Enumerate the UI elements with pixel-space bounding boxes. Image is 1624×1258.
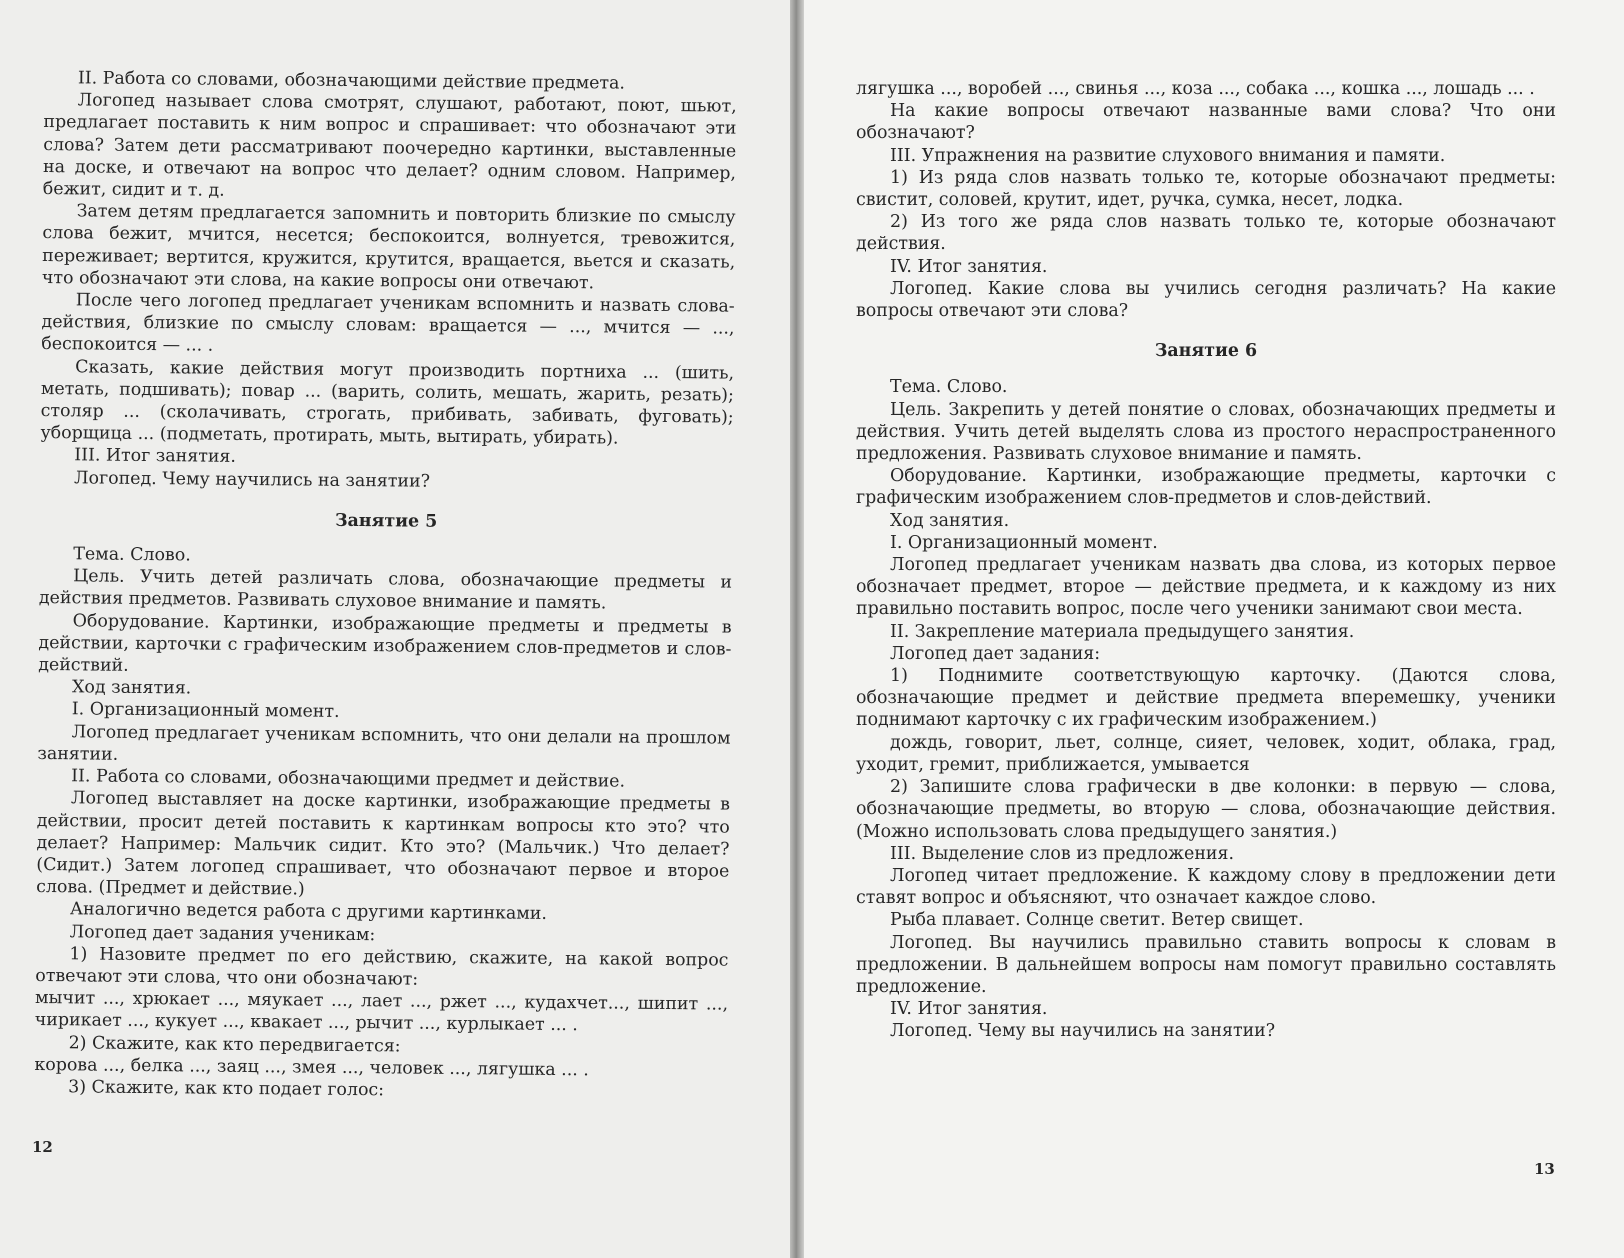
paragraph: Тема. Слово. [890,377,1008,398]
paragraph: Тема. Слово. [73,544,191,566]
paragraph: 2) Из того же ряда слов назвать только те, которые обозначают действия. [856,212,1556,255]
paragraph: Ход занятия. [890,510,1010,531]
page-number: 13 [1534,1160,1555,1178]
paragraph: II. Закрепление материала предыдущего занятия. [890,621,1355,642]
paragraph: лягушка ..., воробей ..., свинья ..., коза ..., собака ..., кошка ..., лошадь ... . [856,79,1535,99]
book-gutter [790,0,804,1258]
section-heading: Занятие 6 [1154,341,1258,362]
paragraph: Логопед читает предложение. К каждому слову в предложении дети ставят вопрос и объясняют, что означает каждое слово. [856,865,1556,909]
paragraph: Логопед дает задания: [890,643,1101,664]
paragraph: I. Организационный момент. [890,532,1158,553]
right-page [804,0,1624,1258]
left-page [0,0,790,1258]
paragraph: III. Итог занятия. [74,445,237,468]
paragraph: Логопед выставляет на доске картинки, изображающие предметы в действии, просит детей поставить к картинкам вопросы кто это? что делает? Например: Мальчик сидит. Кто это? (Мальчик.) Что делает? (Сидит.) Затем логопед спрашивает, что обозначают первое и второе слова. (Предмет и действие.) [36,788,731,900]
paragraph: 1) Назовите предмет по его действию, скажите, на какой вопрос отвечают эти слова, что они обозначают: [35,944,729,990]
paragraph: Логопед. Какие слова вы учились сегодня различать? На какие вопросы отвечают эти слова? [856,278,1556,322]
paragraph: 2) Запишите слова графически в две колонки: в первую — слова, обозначающие предметы, во вторую — слова, обозначающие действия. (Можно использовать слова предыдущего занятия.) [856,777,1556,842]
paragraph: мычит ..., хрюкает ..., мяукает ..., лает ..., ржет ..., кудахчет..., шипит ..., чирикает ..., кукует ..., квакает ..., рычит ..., курлыкает ... . [34,988,729,1036]
paragraph: 2) Скажите, как кто передвигается: [68,1032,401,1056]
right-text-column [856,78,1556,1043]
paragraph: Ход занятия. [71,677,192,699]
paragraph: 1) Из ряда слов назвать только те, которые обозначают предметы: свистит, соловей, крутит, идет, ручка, сумка, несет, лодка. [856,167,1556,211]
paragraph: Логопед предлагает ученикам назвать два слова, из которых первое обозначает предмет, второе — действие предмета, и к каждому из них правильно поставить вопрос, после чего ученики занимают свои места. [856,555,1556,620]
paragraph: корова ..., белка ..., заяц ..., змея ..., человек ..., лягушка ... . [34,1054,589,1081]
paragraph: Цель. Закрепить у детей понятие о словах, обозначающих предметы и действия. Учить детей выделять слова из простого нераспространенного предложения. Развивать слуховое внимание и память. [856,399,1556,465]
paragraph: Аналогично ведется работа с другими картинками. [69,899,548,925]
paragraph: Логопед называет слова смотрят, слушают, работают, поют, шьют, предлагает поставить к ним вопрос и спрашивает: что обозначают эти слова? Затем дети рассматривают поочередно картинки, выставленные на доске, и отвечают на вопрос что делает? одним словом. Например, бежит, сидит и т. д. [42,90,737,201]
paragraph: Оборудование. Картинки, изображающие предметы, карточки с графическим изображением слов-предметов и слов-действий. [856,466,1556,509]
paragraph: Затем детям предлагается запомнить и повторить близкие по смыслу слова бежит, мчится, несется; беспокоится, волнуется, тревожится, переживает; вертится, кружится, крутится, вращается, вьется и сказать, что обозначают эти слова, на какие вопросы они отвечают. [41,201,736,294]
paragraph: дождь, говорит, льет, солнце, сияет, человек, ходит, облака, град, уходит, гремит, приближается, умывается [856,732,1556,775]
paragraph: Логопед. Чему научились на занятии? [73,467,431,492]
left-text-column [34,67,737,1105]
paragraph: III. Упражнения на развитие слухового внимания и памяти. [890,145,1446,166]
paragraph: Логопед. Чему вы научились на занятии? [890,1021,1276,1042]
section-heading: Занятие 5 [334,510,438,532]
paragraph: Цель. Учить детей различать слова, обозначающие предметы и действия предметов. Развивать слуховое внимание и память. [38,566,733,614]
paragraph: Логопед дает задания ученикам: [69,921,376,945]
paragraph: I. Организационный момент. [71,699,340,723]
paragraph: Логопед предлагает ученикам вспомнить, что они делали на прошлом занятии. [37,721,731,765]
paragraph: 1) Поднимите соответствующую карточку. (Даются слова, обозначающие предмет и действие предмета вперемешку, ученики поднимают карточку с их графическим изображением.) [856,666,1556,731]
page-number: 12 [32,1138,53,1156]
paragraph: III. Выделение слов из предложения. [890,843,1235,864]
paragraph: Логопед. Вы научились правильно ставить вопросы к словам в предложении. В дальнейшем вопросы нам помогут правильно составлять предложение. [856,932,1556,997]
paragraph: Оборудование. Картинки, изображающие предметы и предметы в действии, карточки с графическим изображением слов-предметов и слов-действий. [38,610,732,676]
paragraph: После чего логопед предлагает ученикам вспомнить и назвать слова-действия, близкие по смыслу словам: вращается — ..., мчится — ..., беспокоится — ... . [41,290,735,357]
paragraph: На какие вопросы отвечают названные вами слова? Что они обозначают? [856,101,1556,144]
paragraph: 3) Скажите, как кто подает голос: [68,1077,385,1101]
paragraph: IV. Итог занятия. [890,999,1048,1020]
paragraph: IV. Итог занятия. [890,256,1048,277]
paragraph: II. Работа со словами, обозначающими предмет и действие. [71,766,626,792]
paragraph: Сказать, какие действия могут производить портниха ... (шить, метать, подшивать); повар ... (варить, солить, мешать, жарить, резать); столяр ... (сколачивать, строгать, прибивать, забивать, фуговать); уборщица ... (подметать, протирать, мыть, вытирать, убирать). [40,356,735,449]
paragraph: II. Работа со словами, обозначающими действие предмета. [77,68,626,94]
paragraph: Рыба плавает. Солнце светит. Ветер свищет. [890,910,1304,931]
